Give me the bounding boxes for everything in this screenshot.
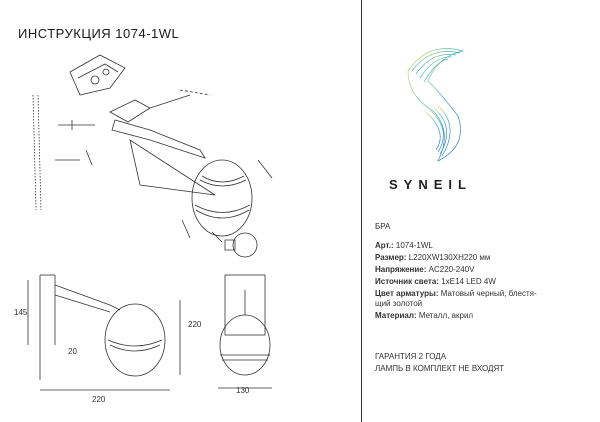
dim-total-height: 220 bbox=[188, 320, 202, 329]
dim-width: 130 bbox=[236, 386, 250, 395]
spec-value: 1074-1WL bbox=[395, 241, 433, 250]
screw-icon bbox=[55, 120, 95, 165]
spec-value: Металл, акрил bbox=[418, 311, 474, 320]
brand-name: SYNEIL bbox=[389, 177, 472, 192]
spec-value: Матовый черный, блестя- bbox=[440, 289, 537, 298]
dim-height: 145 bbox=[14, 308, 28, 317]
spec-row bbox=[375, 299, 422, 308]
spec-label: Материал: bbox=[375, 311, 417, 320]
dim-offset: 20 bbox=[68, 347, 77, 356]
column-divider bbox=[361, 0, 362, 422]
spec-row bbox=[375, 277, 496, 286]
page-title: ИНСТРУКЦИЯ 1074-1WL bbox=[18, 26, 180, 41]
dim-length: 220 bbox=[92, 395, 106, 404]
side-view-drawing bbox=[28, 275, 180, 390]
spec-row bbox=[375, 265, 474, 274]
product-category: БРА bbox=[375, 222, 391, 231]
logo-swirl-icon bbox=[398, 36, 478, 166]
spec-label: Цвет арматуры: bbox=[375, 289, 439, 298]
spec-label: Размер: bbox=[375, 253, 407, 262]
spec-label: Источник света: bbox=[375, 277, 439, 286]
bulbs-note: ЛАМПЬ В КОМПЛЕКТ НЕ ВХОДЯТ bbox=[375, 364, 505, 373]
spec-row bbox=[375, 311, 473, 320]
spec-row bbox=[375, 253, 490, 262]
spec-value: AC220-240V bbox=[428, 265, 475, 274]
warranty-note: ГАРАНТИЯ 2 ГОДА bbox=[375, 352, 447, 361]
spec-label: Арт.: bbox=[375, 241, 394, 250]
globe-shade bbox=[192, 160, 252, 236]
spec-label: Напряжение: bbox=[375, 265, 427, 274]
lamp-arm bbox=[112, 120, 205, 158]
spec-value: щий золотой bbox=[375, 299, 423, 308]
spec-row bbox=[375, 289, 537, 298]
front-view-drawing bbox=[218, 275, 272, 388]
wall-plate bbox=[33, 95, 36, 210]
shade-cone bbox=[130, 140, 215, 195]
mount-bracket bbox=[70, 55, 125, 95]
spec-value: 1хE14 LED 4W bbox=[441, 277, 496, 286]
spec-row bbox=[375, 241, 433, 250]
spec-value: L220XW130XH220 мм bbox=[408, 253, 491, 262]
